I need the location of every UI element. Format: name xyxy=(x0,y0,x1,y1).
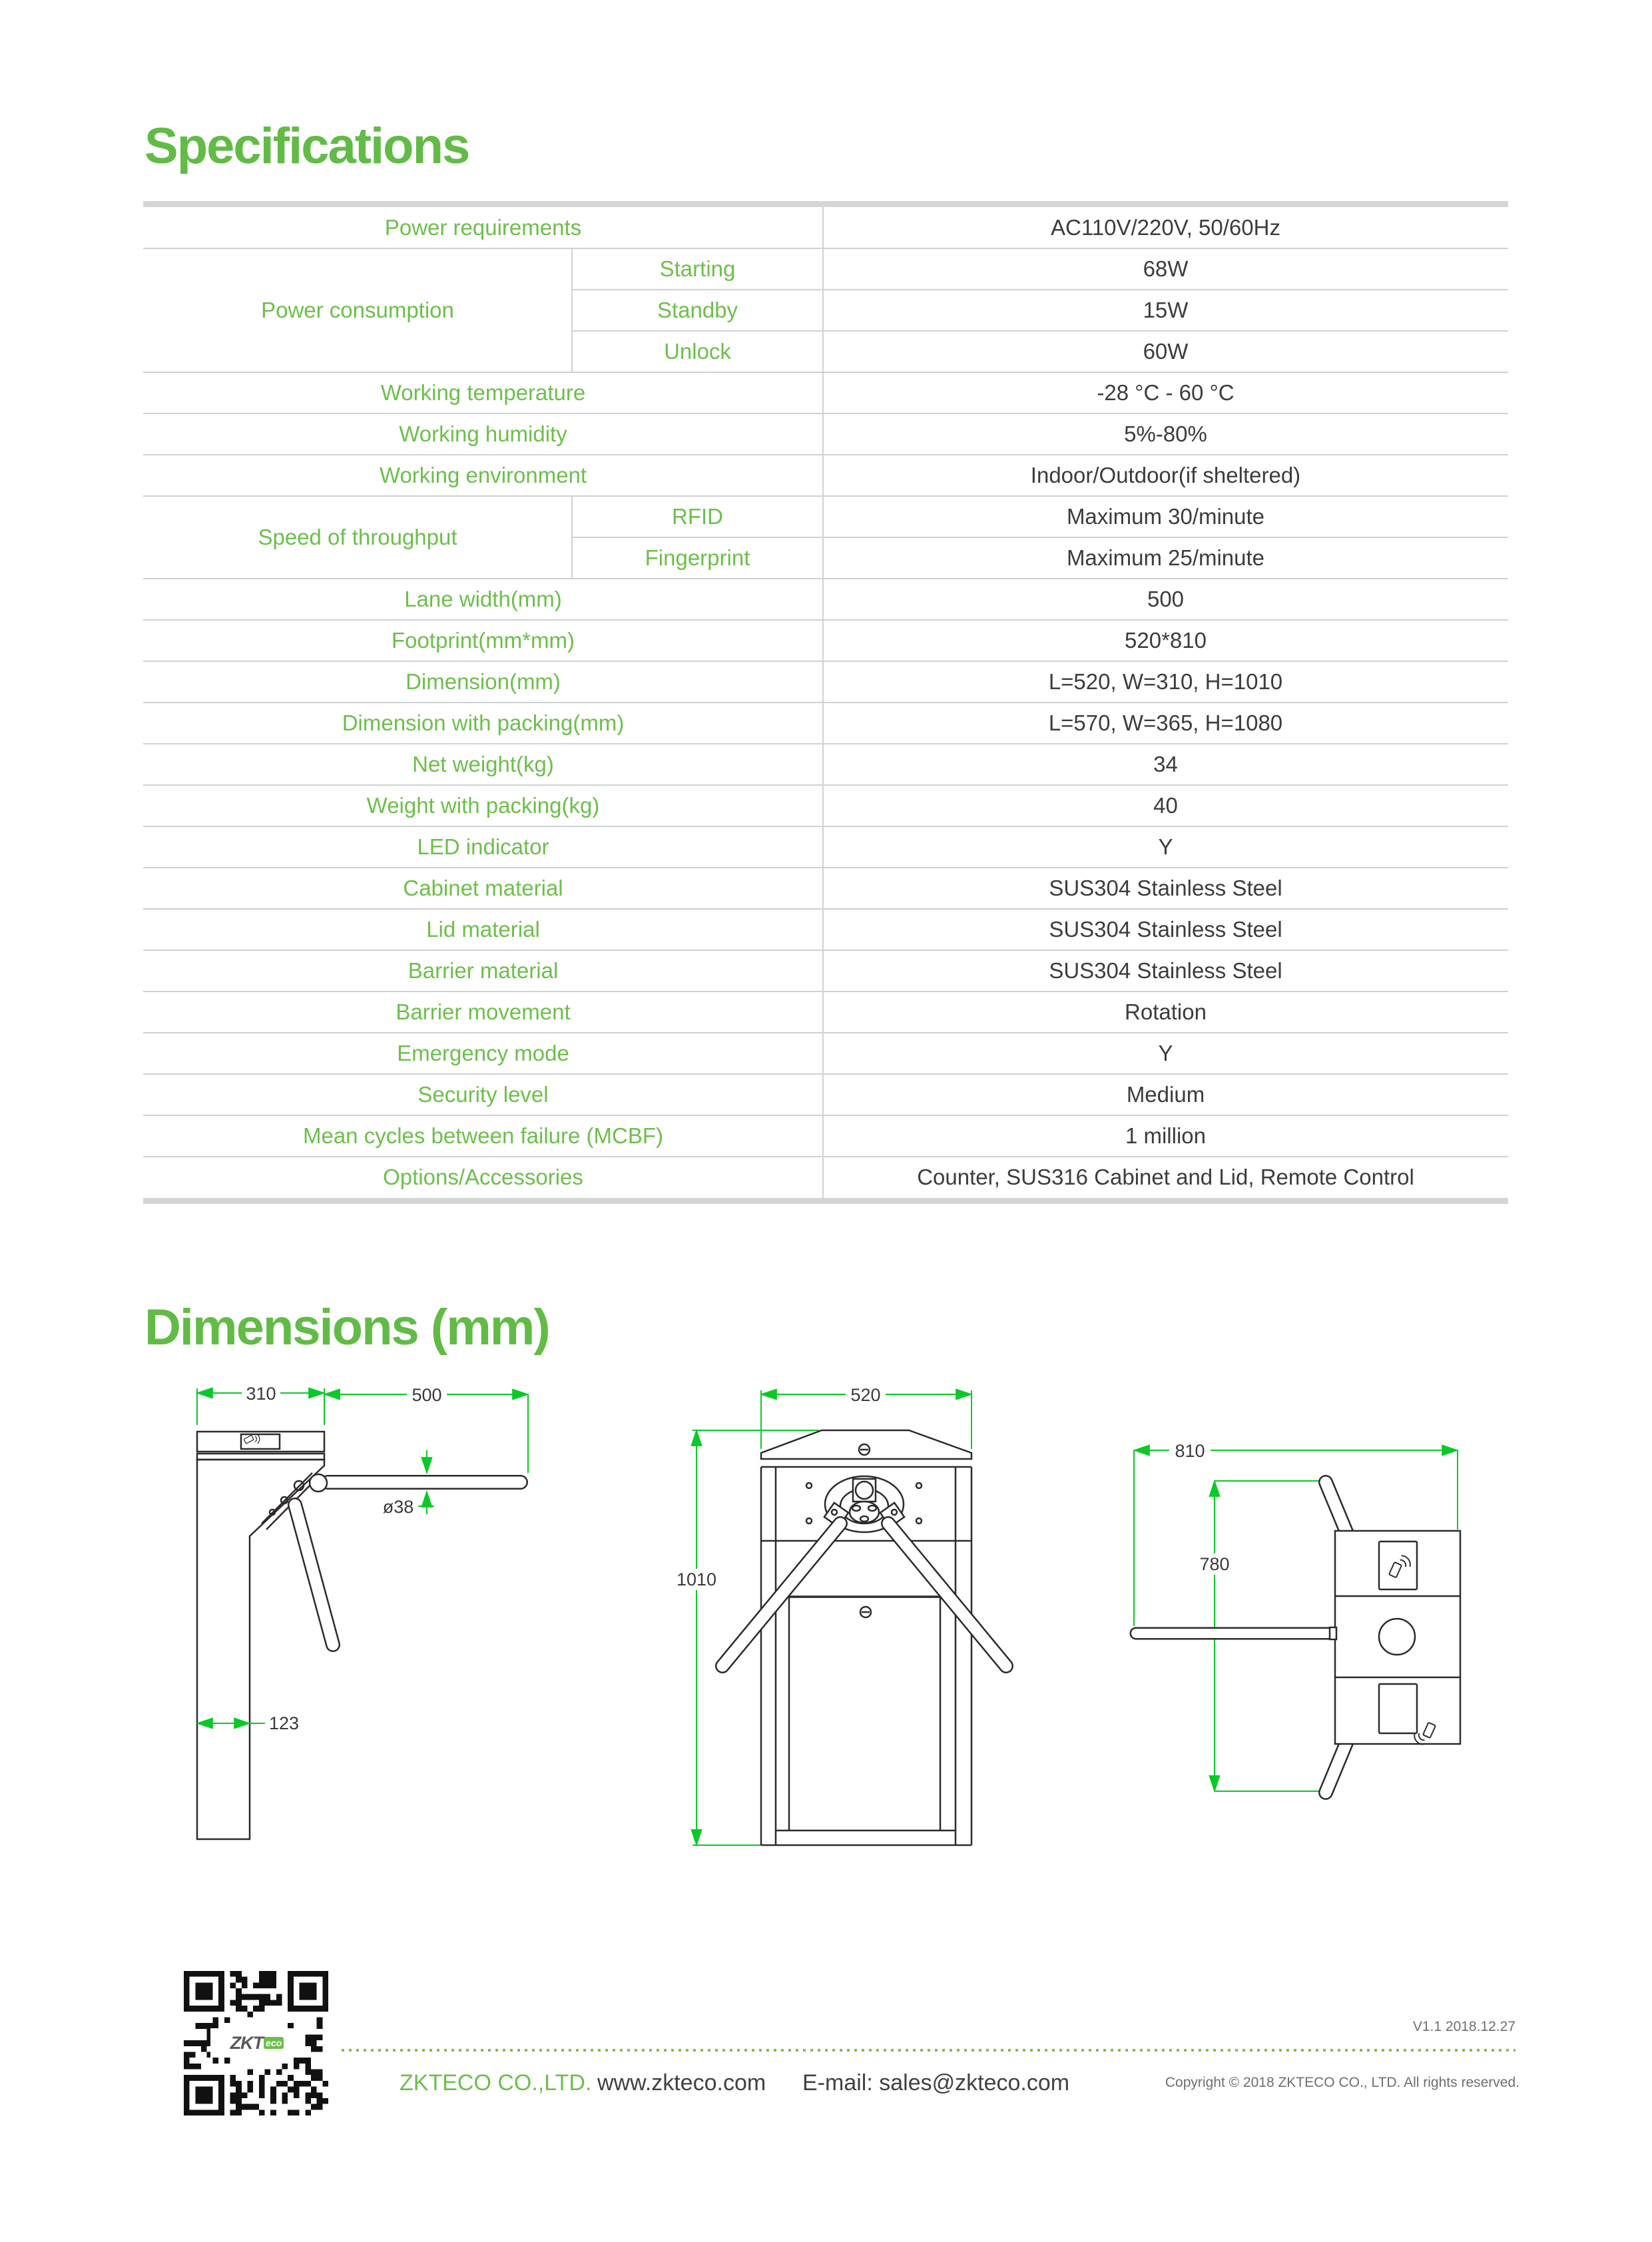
spec-row-label: Working environment xyxy=(379,463,587,487)
row-divider xyxy=(572,330,1508,332)
row-divider xyxy=(143,454,1508,455)
spec-row-label: Dimension(mm) xyxy=(406,669,561,694)
side-view-drawing xyxy=(197,1383,528,1839)
spec-row-value: 500 xyxy=(1147,587,1185,611)
spec-row-value: SUS304 Stainless Steel xyxy=(1049,958,1282,983)
spec-row-sublabel: Fingerprint xyxy=(645,545,750,570)
row-divider xyxy=(143,784,1508,786)
spec-row-label: Lane width(mm) xyxy=(404,587,562,611)
spec-row-value: L=570, W=365, H=1080 xyxy=(1048,710,1283,735)
spec-row-value: 5%-80% xyxy=(1124,421,1207,446)
row-divider xyxy=(143,826,1508,827)
specifications-table xyxy=(143,201,1508,1204)
spec-row-value: 1 million xyxy=(1125,1123,1207,1148)
row-divider xyxy=(143,619,1508,621)
top-view-drawing xyxy=(1134,1440,1460,1793)
row-divider xyxy=(143,1032,1508,1033)
spec-row-label: Power requirements xyxy=(384,215,582,240)
spec-row-sublabel: Unlock xyxy=(664,339,731,364)
spec-row-label: Working humidity xyxy=(399,421,567,446)
dim-arm-diameter: ø38 xyxy=(382,1497,414,1517)
dim-front-height: 1010 xyxy=(676,1569,717,1589)
row-divider xyxy=(143,495,1508,497)
spec-row-value: Rotation xyxy=(1125,999,1207,1024)
dim-top-arm-span: 780 xyxy=(1199,1554,1230,1574)
spec-row-value: -28 °C - 60 °C xyxy=(1097,380,1235,405)
spec-row-sublabel: RFID xyxy=(672,504,723,529)
spec-row-value: Indoor/Outdoor(if sheltered) xyxy=(1030,463,1301,487)
spec-row-label: Lid material xyxy=(426,917,540,942)
qr-logo-eco-text: eco xyxy=(264,2037,284,2049)
row-divider xyxy=(143,908,1508,910)
spec-row-label: Security level xyxy=(417,1082,549,1107)
spec-row-label: Net weight(kg) xyxy=(412,752,554,776)
table-bottom-bar xyxy=(143,1198,1508,1204)
spec-row-sublabel: Standby xyxy=(657,298,738,322)
spec-row-value: Maximum 30/minute xyxy=(1066,504,1265,529)
row-divider xyxy=(572,289,1508,290)
spec-row-label: Footprint(mm*mm) xyxy=(391,628,575,653)
spec-row-value: AC110V/220V, 50/60Hz xyxy=(1051,215,1280,240)
website-link[interactable]: www.zkteco.com xyxy=(597,2070,766,2096)
qr-center-logo xyxy=(210,2028,304,2058)
sub-column-divider xyxy=(571,496,573,579)
dimension-drawings xyxy=(0,1358,1652,1884)
table-top-bar xyxy=(143,201,1508,207)
row-divider xyxy=(143,372,1508,373)
row-divider xyxy=(143,578,1508,579)
spec-row-value: 68W xyxy=(1143,256,1189,281)
spec-row-label: LED indicator xyxy=(417,834,549,859)
row-divider xyxy=(143,248,1508,249)
spec-row-sublabel: Starting xyxy=(659,256,736,281)
row-divider xyxy=(143,661,1508,662)
sub-column-divider xyxy=(571,248,573,372)
spec-row-label: Barrier movement xyxy=(396,999,571,1024)
company-name: ZKTECO CO.,LTD. xyxy=(400,2070,592,2096)
spec-row-value: SUS304 Stainless Steel xyxy=(1049,917,1282,942)
row-divider xyxy=(143,867,1508,868)
spec-row-value: Medium xyxy=(1126,1082,1205,1107)
row-divider xyxy=(143,743,1508,744)
version-date: V1.1 2018.12.27 xyxy=(1412,2019,1515,2034)
spec-row-value: Y xyxy=(1158,1041,1173,1065)
dim-front-width: 520 xyxy=(850,1385,881,1405)
row-divider xyxy=(143,1115,1508,1116)
spec-row-label: Cabinet material xyxy=(403,876,563,900)
row-divider xyxy=(572,537,1508,538)
specifications-title: Specifications xyxy=(144,118,469,174)
spec-row-value: 15W xyxy=(1143,298,1189,322)
spec-row-label: Dimension with packing(mm) xyxy=(342,710,625,735)
spec-row-value: 520*810 xyxy=(1125,628,1207,653)
footer-divider xyxy=(342,2049,1515,2052)
row-divider xyxy=(143,413,1508,414)
dim-top-length: 810 xyxy=(1175,1441,1205,1461)
dimensions-title: Dimensions (mm) xyxy=(144,1299,549,1356)
spec-row-label: Mean cycles between failure (MCBF) xyxy=(302,1123,664,1148)
spec-row-value: L=520, W=310, H=1010 xyxy=(1048,669,1283,694)
dim-side-depth: 310 xyxy=(246,1384,276,1404)
spec-row-value: Counter, SUS316 Cabinet and Lid, Remote Control xyxy=(917,1165,1414,1189)
spec-row-value: 60W xyxy=(1143,339,1189,364)
row-divider xyxy=(143,950,1508,951)
spec-row-label: Barrier material xyxy=(408,958,559,983)
row-divider xyxy=(143,1073,1508,1075)
spec-group-label: Power consumption xyxy=(261,298,454,322)
email-link[interactable]: E-mail: sales@zkteco.com xyxy=(802,2070,1070,2096)
spec-row-value: Y xyxy=(1158,834,1173,859)
spec-group-label: Speed of throughput xyxy=(258,525,457,549)
spec-row-value: 40 xyxy=(1153,793,1178,818)
spec-row-label: Emergency mode xyxy=(397,1041,569,1065)
dim-side-arm-length: 500 xyxy=(412,1385,442,1405)
row-divider xyxy=(143,991,1508,992)
row-divider xyxy=(143,1156,1508,1157)
spec-row-label: Options/Accessories xyxy=(383,1165,583,1189)
spec-row-label: Working temperature xyxy=(380,380,586,405)
spec-row-value: 34 xyxy=(1153,752,1178,776)
column-divider xyxy=(822,207,824,1198)
spec-row-label: Weight with packing(kg) xyxy=(366,793,600,818)
row-divider xyxy=(143,702,1508,703)
spec-row-value: SUS304 Stainless Steel xyxy=(1049,876,1282,900)
qr-logo-zkt-text: ZKT xyxy=(230,2032,264,2053)
spec-row-value: Maximum 25/minute xyxy=(1066,545,1265,570)
copyright-text: Copyright © 2018 ZKTECO CO., LTD. All rights reserved. xyxy=(1165,2075,1519,2090)
front-view-drawing xyxy=(667,1384,1006,1845)
dim-side-base-offset: 123 xyxy=(269,1713,300,1733)
